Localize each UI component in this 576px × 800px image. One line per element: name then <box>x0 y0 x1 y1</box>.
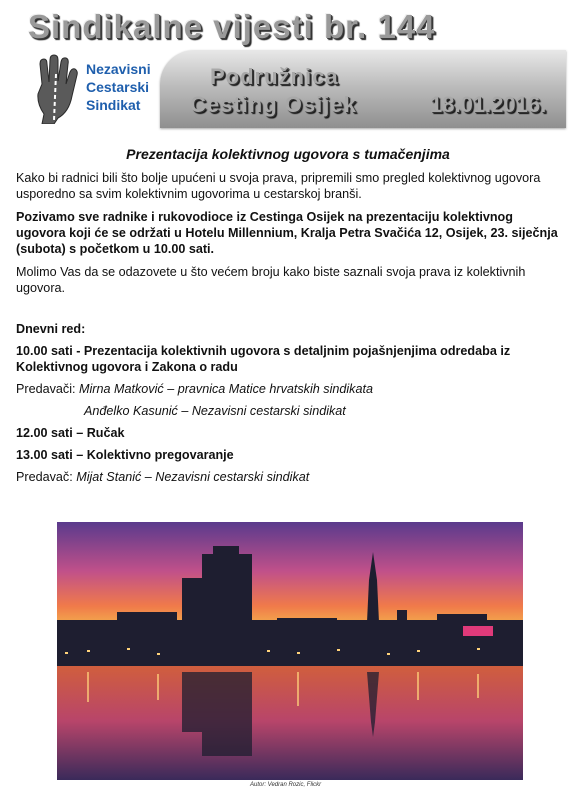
agenda-label: Dnevni red: <box>16 322 86 336</box>
branch-name: Cesting Osijek <box>190 92 357 117</box>
article-body <box>16 146 560 491</box>
issue-date: 18.01.2016. <box>430 92 547 117</box>
branch-label: Podružnica <box>210 64 339 89</box>
union-name-line-1: Nezavisni <box>86 61 151 77</box>
article-heading: Prezentacija kolektivnog ugovora s tumačenjima <box>126 146 450 162</box>
city-skyline-photo <box>57 522 523 780</box>
invitation-paragraph: Pozivamo sve radnike i rukovodioce iz Cestinga Osijek na prezentaciju kolektivnog ugovora koji će se održati u Hotelu Millennium, Kralja Petra Svačića 12, Osijek, 23. siječnja (subota) s početkom u 10.00 sati. <box>16 210 558 256</box>
lecturer-3: Mijat Stanić – Nezavisni cestarski sindikat <box>76 470 310 484</box>
agenda-item-1: 10.00 sati - Prezentacija kolektivnih ugovora s detaljnim pojašnjenjima odredaba iz Kolektivnog ugovora i Zakona o radu <box>16 344 511 374</box>
union-logo <box>32 54 172 126</box>
lecturer-label: Predavač: <box>16 470 73 484</box>
photo-credit: Autor: Vedran Rozic, Flickr <box>250 782 322 788</box>
newsletter-title: Sindikalne vijesti br. 144 <box>28 8 436 45</box>
lecturer-1: Mirna Matković – pravnica Matice hrvatskih sindikata <box>79 382 373 396</box>
request-paragraph: Molimo Vas da se odazovete u što većem broju kako biste saznali svoja prava iz kolektivnih ugovora. <box>16 265 526 295</box>
lecturer-line-2 <box>16 469 560 485</box>
union-name-line-3: Sindikat <box>86 97 141 113</box>
agenda-item-3: 13.00 sati – Kolektivno pregovaranje <box>16 448 234 462</box>
union-name-line-2: Cestarski <box>86 79 150 95</box>
hand-logo-icon <box>32 54 80 124</box>
agenda-item-2: 12.00 sati – Ručak <box>16 426 125 440</box>
union-name <box>86 60 151 114</box>
lecturers-label: Predavači: <box>16 382 76 396</box>
intro-paragraph: Kako bi radnici bili što bolje upućeni u svoja prava, pripremili smo pregled kolektivnog ugovora usporedno sa svim kolektivnim ugovorima u cestarskoj branši. <box>16 171 541 201</box>
lecturers-line <box>16 381 560 397</box>
lecturer-2: Anđelko Kasunić – Nezavisni cestarski sindikat <box>84 404 346 418</box>
newsletter-header <box>10 6 566 128</box>
agenda <box>16 321 560 485</box>
